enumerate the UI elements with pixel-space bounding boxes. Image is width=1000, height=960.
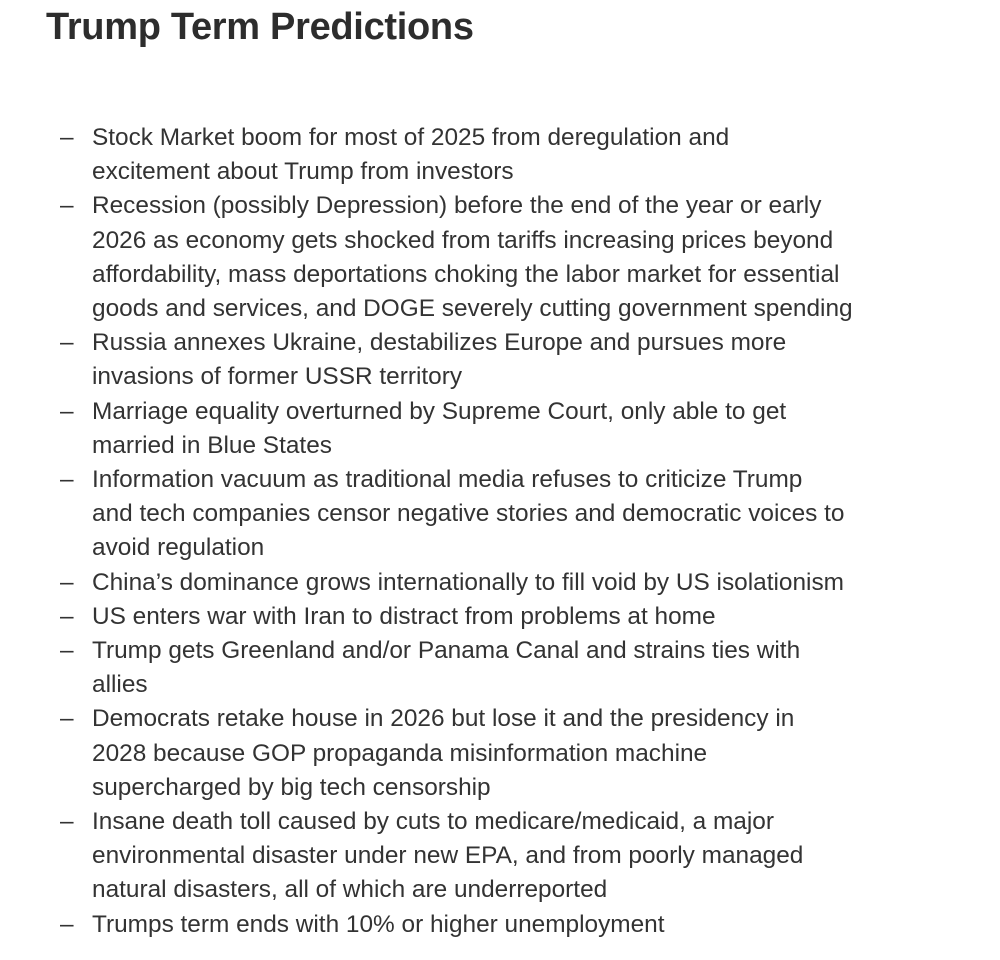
- list-item: [0, 463, 1000, 566]
- bullet-dash: –: [60, 602, 74, 630]
- list-item-text: Recession (possibly Depression) before the end of the year or early 2026 as economy gets shocked from tariffs increasing prices beyond affordability, mass deportations choking the labor market for essential goods and services, and DOGE severely cutting government spending: [92, 192, 853, 323]
- list-item-text: US enters war with Iran to distract from problems at home: [92, 602, 716, 630]
- bullet-dash: –: [60, 910, 74, 938]
- list-item: [0, 805, 1000, 908]
- bullet-dash: –: [60, 705, 74, 733]
- bullet-dash: –: [60, 808, 74, 836]
- list-item-text: Stock Market boom for most of 2025 from deregulation and excitement about Trump from investors: [92, 124, 730, 186]
- bullet-dash: –: [60, 124, 74, 151]
- bullet-dash: –: [60, 637, 74, 665]
- list-item: [0, 566, 1000, 600]
- list-item: [0, 600, 1000, 634]
- bullet-dash: –: [60, 397, 74, 425]
- list-item-text: Democrats retake house in 2026 but lose it and the presidency in 2028 because GOP propaganda misinformation machine supercharged by big tech censorship: [92, 705, 795, 801]
- list-item: [0, 702, 1000, 805]
- prediction-list: [0, 121, 1000, 942]
- list-item-text: Trump gets Greenland and/or Panama Canal and strains ties with allies: [92, 637, 801, 699]
- bullet-dash: –: [60, 192, 74, 220]
- list-item-text: Russia annexes Ukraine, destabilizes Europe and pursues more invasions of former USSR territory: [92, 329, 787, 391]
- bullet-dash: –: [60, 329, 74, 357]
- note-title: Trump Term Predictions: [46, 6, 474, 48]
- list-item: [0, 121, 1000, 189]
- list-item: [0, 634, 1000, 702]
- list-item-text: Marriage equality overturned by Supreme Court, only able to get married in Blue States: [92, 397, 787, 459]
- list-item: [0, 395, 1000, 463]
- list-item-text: Information vacuum as traditional media refuses to criticize Trump and tech companies censor negative stories and democratic voices to avoid regulation: [92, 466, 845, 562]
- bullet-dash: –: [60, 568, 74, 596]
- list-item-text: China’s dominance grows internationally to fill void by US isolationism: [92, 568, 844, 596]
- list-item: [0, 326, 1000, 394]
- bullet-dash: –: [60, 466, 74, 494]
- list-item: [0, 908, 1000, 942]
- list-item-text: Insane death toll caused by cuts to medicare/medicaid, a major environmental disaster under new EPA, and from poorly managed natural disasters, all of which are underreported: [92, 808, 804, 904]
- list-item-text: Trumps term ends with 10% or higher unemployment: [92, 910, 665, 938]
- list-item: [0, 189, 1000, 326]
